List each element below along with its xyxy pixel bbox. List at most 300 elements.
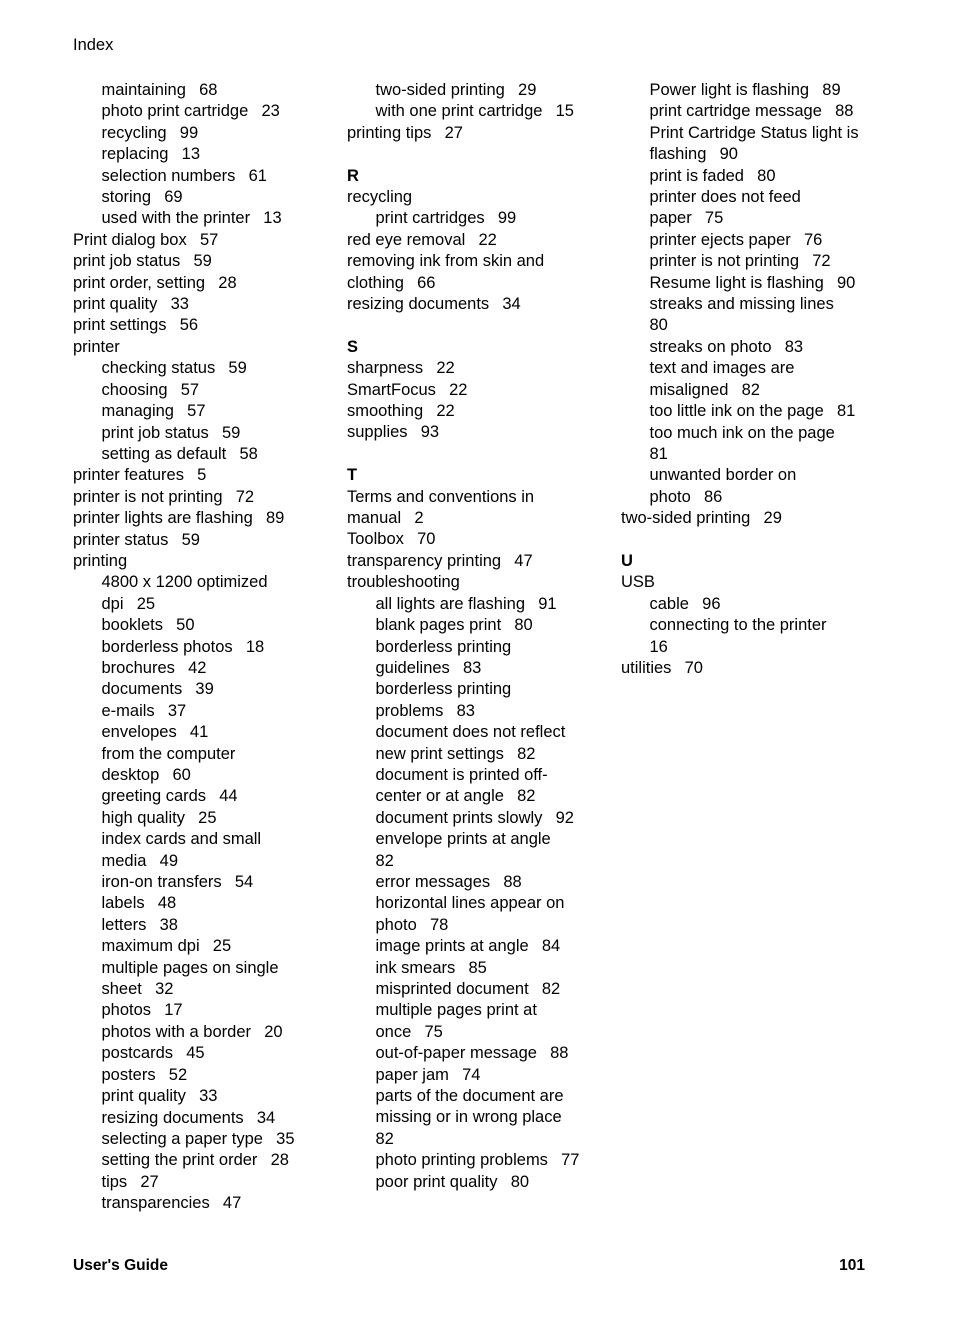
index-term: choosing <box>101 380 168 399</box>
index-term: streaks on photo <box>649 337 772 356</box>
index-term: recycling <box>347 188 413 207</box>
index-subentry <box>347 893 607 914</box>
index-page-ref: 68 <box>199 81 218 99</box>
index-term: document does not reflect <box>375 723 566 742</box>
index-subentry <box>73 1172 333 1193</box>
index-page-ref: 42 <box>188 658 207 677</box>
index-subentry <box>73 658 333 679</box>
index-subentry <box>347 765 607 786</box>
index-page-ref: 96 <box>702 594 721 613</box>
index-term: photo printing problems <box>375 1151 548 1170</box>
index-term: printer lights are flashing <box>73 509 253 528</box>
index-page-ref: 77 <box>561 1151 580 1170</box>
index-term: Toolbox <box>347 530 404 549</box>
index-term: unwanted border on <box>649 466 797 485</box>
index-page-ref: 29 <box>518 81 537 99</box>
index-page-ref: 91 <box>538 594 557 613</box>
index-page-ref: 89 <box>265 509 285 528</box>
index-subentry <box>621 230 881 251</box>
index-page-ref: 82 <box>741 380 760 399</box>
index-subentry <box>73 380 333 401</box>
index-page-ref: 22 <box>449 380 468 399</box>
index-page-ref: 18 <box>245 637 265 656</box>
index-subentry <box>347 80 607 101</box>
index-entry <box>73 251 333 272</box>
index-term: selection numbers <box>101 166 236 185</box>
index-term: parts of the document are <box>375 1087 564 1106</box>
index-subentry <box>73 958 333 979</box>
index-term: 80 <box>649 316 668 335</box>
index-page-ref: 85 <box>468 958 487 977</box>
index-subentry <box>347 1043 607 1064</box>
index-subentry <box>73 744 333 765</box>
index-page-ref: 25 <box>136 594 156 613</box>
index-term: ink smears <box>375 958 456 977</box>
index-page-ref: 92 <box>555 808 574 827</box>
index-subentry <box>73 1150 333 1171</box>
index-subentry <box>621 444 881 465</box>
index-subentry <box>347 829 607 850</box>
index-entry <box>73 508 333 529</box>
index-page-ref: 33 <box>170 295 189 314</box>
index-page-ref: 22 <box>436 402 455 421</box>
index-subentry <box>621 487 881 508</box>
index-term: photo <box>649 487 691 506</box>
index-term: replacing <box>101 145 169 164</box>
index-page-ref: 82 <box>517 744 536 763</box>
index-page-ref: 80 <box>510 1172 530 1191</box>
index-page-ref: 70 <box>684 658 703 677</box>
index-term: printer does not feed <box>649 188 801 207</box>
index-subentry <box>73 893 333 914</box>
index-term: printer status <box>73 530 169 549</box>
index-subentry <box>73 1193 333 1214</box>
index-entry <box>347 529 607 550</box>
index-column-2 <box>347 80 607 1193</box>
index-term: resizing documents <box>101 1108 244 1127</box>
index-subentry <box>73 444 333 465</box>
index-page-ref: 59 <box>181 530 200 549</box>
footer-title: User's Guide <box>73 1257 168 1274</box>
index-subentry <box>73 123 333 144</box>
index-term: print cartridge message <box>649 102 822 121</box>
index-page-ref: 75 <box>704 209 724 228</box>
index-term: printing tips <box>347 123 432 142</box>
index-term: photos with a border <box>101 1022 252 1041</box>
index-entry <box>73 315 333 336</box>
index-entry <box>73 465 333 486</box>
page-number: 101 <box>839 1257 865 1274</box>
index-page-ref: 2 <box>414 509 424 528</box>
index-page-ref: 5 <box>197 466 207 485</box>
index-term: postcards <box>101 1044 174 1063</box>
index-page-ref: 88 <box>503 872 522 891</box>
index-term: 81 <box>649 444 668 463</box>
index-term: printing <box>73 551 128 570</box>
index-entry <box>73 337 333 358</box>
index-term: greeting cards <box>101 787 207 806</box>
index-term: paper jam <box>375 1065 449 1084</box>
index-entry <box>73 294 333 315</box>
index-term: managing <box>101 402 174 421</box>
index-term: USB <box>621 573 655 592</box>
index-term: photo <box>375 915 417 934</box>
index-subentry <box>347 658 607 679</box>
index-subentry <box>73 722 333 743</box>
index-entry <box>73 273 333 294</box>
index-subentry <box>621 615 881 636</box>
index-entry <box>73 230 333 251</box>
index-entry <box>347 487 607 508</box>
index-term: printer is not printing <box>73 487 223 506</box>
index-term: index cards and small <box>101 830 262 849</box>
index-subentry <box>347 744 607 765</box>
index-page-ref: 57 <box>199 230 219 249</box>
index-page-ref: 99 <box>497 209 517 228</box>
index-subentry <box>621 187 881 208</box>
index-subentry <box>621 123 881 144</box>
index-page-ref: 57 <box>187 402 206 421</box>
index-term: checking status <box>101 359 216 378</box>
index-term: print settings <box>73 316 167 335</box>
index-term: iron-on transfers <box>101 873 222 892</box>
index-page-ref: 47 <box>514 551 533 570</box>
index-subentry <box>621 358 881 379</box>
index-subentry <box>73 144 333 165</box>
index-term: print job status <box>101 423 209 442</box>
index-subentry <box>73 80 333 101</box>
index-subentry <box>347 1065 607 1086</box>
index-page-ref: 86 <box>703 487 723 506</box>
index-page-ref: 34 <box>256 1108 276 1127</box>
index-term: booklets <box>101 616 163 635</box>
index-term: printer ejects paper <box>649 230 791 249</box>
index-subentry <box>73 786 333 807</box>
index-page-ref: 34 <box>502 295 521 314</box>
index-term: manual <box>347 509 402 528</box>
index-term: print order, setting <box>73 273 206 292</box>
index-term: paper <box>649 209 692 228</box>
index-term: two-sided printing <box>375 81 505 99</box>
index-page-ref: 59 <box>193 252 212 271</box>
index-subentry <box>73 423 333 444</box>
index-page-ref: 69 <box>164 188 183 207</box>
index-subentry <box>621 273 881 294</box>
index-page-ref: 72 <box>812 252 831 271</box>
index-subentry <box>73 1000 333 1021</box>
index-term: error messages <box>375 872 491 891</box>
index-term: 82 <box>375 851 394 870</box>
index-entry <box>347 508 607 529</box>
index-term: printer features <box>73 466 184 485</box>
index-section-letter: R <box>347 166 359 185</box>
index-page-ref: 47 <box>222 1194 242 1213</box>
index-subentry <box>347 679 607 700</box>
index-term: missing or in wrong place <box>375 1108 562 1127</box>
index-term: SmartFocus <box>347 380 436 399</box>
index-page-ref: 59 <box>228 359 247 378</box>
index-page-ref: 99 <box>179 123 199 142</box>
index-term: clothing <box>347 273 404 292</box>
index-term: print quality <box>101 1087 186 1106</box>
index-term: 16 <box>649 637 668 656</box>
index-subentry <box>347 851 607 872</box>
index-term: Terms and conventions in <box>347 487 535 506</box>
index-subentry <box>73 936 333 957</box>
index-term: center or at angle <box>375 787 504 806</box>
index-term: 4800 x 1200 optimized <box>101 573 268 592</box>
index-page-ref: 90 <box>719 145 738 164</box>
index-subentry <box>73 166 333 187</box>
index-term: print job status <box>73 252 181 271</box>
index-term: envelope prints at angle <box>375 830 551 849</box>
index-term: recycling <box>101 123 167 142</box>
index-subentry <box>73 208 333 229</box>
index-subentry <box>73 615 333 636</box>
index-subentry <box>347 594 607 615</box>
index-subentry <box>347 1000 607 1021</box>
index-term: all lights are flashing <box>375 594 525 613</box>
index-term: misaligned <box>649 380 729 399</box>
index-term: multiple pages on single <box>101 958 279 977</box>
index-term: supplies <box>347 423 408 442</box>
index-page-ref: 37 <box>167 701 187 720</box>
index-term: high quality <box>101 808 185 827</box>
index-subentry <box>347 722 607 743</box>
index-subentry <box>347 1150 607 1171</box>
index-page-ref: 39 <box>195 680 214 699</box>
index-term: dpi <box>101 594 124 613</box>
index-term: horizontal lines appear on <box>375 894 565 913</box>
index-subentry <box>73 808 333 829</box>
index-subentry <box>347 615 607 636</box>
index-page-ref: 70 <box>417 530 436 549</box>
index-term: poor print quality <box>375 1172 498 1191</box>
index-page-ref: 84 <box>541 937 561 956</box>
index-term: resizing documents <box>347 295 490 314</box>
index-term: guidelines <box>375 658 450 677</box>
index-term: new print settings <box>375 744 504 763</box>
index-subentry <box>621 166 881 187</box>
index-subentry <box>73 679 333 700</box>
index-entry <box>347 294 607 315</box>
index-term: once <box>375 1022 412 1041</box>
index-page-ref: 45 <box>186 1044 205 1063</box>
index-subentry <box>347 979 607 1000</box>
index-page-ref: 83 <box>456 701 475 720</box>
index-subentry <box>347 786 607 807</box>
index-subentry <box>73 187 333 208</box>
index-page-ref: 25 <box>212 937 232 956</box>
index-term: storing <box>101 188 152 207</box>
index-page-ref: 22 <box>436 359 455 378</box>
index-term: print quality <box>73 295 158 314</box>
index-subentry <box>621 144 881 165</box>
index-term: with one print cartridge <box>375 102 543 121</box>
index-entry <box>347 230 607 251</box>
index-page-ref: 89 <box>822 81 841 99</box>
index-term: setting the print order <box>101 1151 258 1170</box>
index-page-ref: 93 <box>420 423 440 442</box>
index-subentry <box>73 1129 333 1150</box>
index-subentry <box>347 101 607 122</box>
index-entry <box>347 572 607 593</box>
index-entry <box>621 572 881 593</box>
index-entry <box>621 658 881 679</box>
index-subentry <box>73 872 333 893</box>
index-page-ref: 13 <box>181 145 201 164</box>
index-term: misprinted document <box>375 980 529 999</box>
index-subentry <box>73 101 333 122</box>
index-page-ref: 90 <box>836 273 856 292</box>
index-entry <box>73 551 333 572</box>
index-subentry <box>73 701 333 722</box>
index-subentry <box>621 251 881 272</box>
index-entry <box>347 358 607 379</box>
index-term: document is printed off- <box>375 765 548 784</box>
index-subentry <box>347 1086 607 1107</box>
index-page-ref: 38 <box>159 915 178 934</box>
index-page-ref: 83 <box>463 658 482 677</box>
index-term: photo print cartridge <box>101 102 249 121</box>
index-term: 82 <box>375 1129 394 1148</box>
index-term: multiple pages print at <box>375 1001 537 1020</box>
index-page-ref: 25 <box>198 808 217 827</box>
index-subentry <box>347 1022 607 1043</box>
index-term: removing ink from skin and <box>347 252 545 271</box>
index-term: print cartridges <box>375 209 485 228</box>
running-header: Index <box>73 36 114 54</box>
index-page-ref: 59 <box>222 423 241 442</box>
index-subentry <box>621 594 881 615</box>
index-page-ref: 83 <box>784 337 804 356</box>
index-page-ref: 60 <box>172 766 191 784</box>
index-term: maximum dpi <box>101 937 200 956</box>
index-term: borderless printing <box>375 680 512 699</box>
index-page-ref: 48 <box>157 894 177 913</box>
index-page-ref: 57 <box>180 380 200 399</box>
index-page-ref: 49 <box>159 851 178 870</box>
index-term: smoothing <box>347 402 424 421</box>
index-page-ref: 80 <box>757 166 776 185</box>
index-subentry <box>73 851 333 872</box>
index-term: used with the printer <box>101 209 251 228</box>
index-entry <box>347 380 607 401</box>
index-page-ref: 82 <box>541 980 561 999</box>
index-entry <box>347 551 607 572</box>
index-page-ref: 81 <box>836 402 856 421</box>
index-term: two-sided printing <box>621 509 751 528</box>
index-page-ref: 28 <box>218 273 237 292</box>
index-subentry <box>73 572 333 593</box>
index-term: brochures <box>101 658 175 677</box>
index-subentry <box>73 594 333 615</box>
index-entry <box>621 508 881 529</box>
index-page-ref: 44 <box>219 787 238 806</box>
index-term: labels <box>101 894 145 913</box>
index-subentry <box>621 465 881 486</box>
index-entry <box>347 123 607 144</box>
index-page-ref: 28 <box>270 1151 289 1170</box>
index-page-ref: 23 <box>261 102 280 121</box>
index-subentry <box>73 915 333 936</box>
index-page-ref: 72 <box>235 487 255 506</box>
index-term: out-of-paper message <box>375 1044 537 1063</box>
index-subentry <box>621 208 881 229</box>
index-term: letters <box>101 915 147 934</box>
index-term: image prints at angle <box>375 937 529 956</box>
index-term: streaks and missing lines <box>649 295 834 314</box>
index-column-1 <box>73 80 333 1215</box>
index-subentry <box>347 701 607 722</box>
index-term: too little ink on the page <box>649 402 824 421</box>
index-term: connecting to the printer <box>649 616 827 635</box>
index-page-ref: 13 <box>263 209 282 228</box>
index-subentry <box>73 1065 333 1086</box>
index-entry <box>73 487 333 508</box>
index-page-ref: 76 <box>803 230 823 249</box>
index-subentry <box>73 1022 333 1043</box>
index-term: from the computer <box>101 744 236 763</box>
index-entry <box>347 273 607 294</box>
index-page-ref: 56 <box>179 316 199 335</box>
index-term: sharpness <box>347 359 424 378</box>
index-page-ref: 74 <box>462 1065 481 1084</box>
index-page-ref: 82 <box>517 787 536 806</box>
index-subentry <box>347 1172 607 1193</box>
index-entry <box>347 401 607 422</box>
index-subentry <box>621 423 881 444</box>
index-term: borderless printing <box>375 637 512 656</box>
index-term: troubleshooting <box>347 573 460 592</box>
index-subentry <box>347 208 607 229</box>
index-entry <box>347 422 607 443</box>
index-page-ref: 88 <box>835 102 854 121</box>
index-subentry <box>347 915 607 936</box>
index-entry <box>347 251 607 272</box>
index-term: transparency printing <box>347 551 502 570</box>
index-subentry <box>73 637 333 658</box>
index-term: Power light is flashing <box>649 81 810 99</box>
index-subentry <box>621 337 881 358</box>
index-subentry <box>73 1086 333 1107</box>
index-page-ref: 32 <box>155 980 174 999</box>
index-section-letter: U <box>621 551 633 570</box>
index-section-letter: S <box>347 337 359 356</box>
index-page-ref: 50 <box>176 616 195 635</box>
index-term: transparencies <box>101 1194 210 1213</box>
index-subentry <box>347 637 607 658</box>
index-term: flashing <box>649 145 707 164</box>
index-term: documents <box>101 680 183 699</box>
index-page-ref: 33 <box>199 1087 218 1106</box>
index-subentry <box>73 1043 333 1064</box>
index-term: red eye removal <box>347 230 466 249</box>
index-subentry <box>621 80 881 101</box>
index-term: cable <box>649 594 689 613</box>
index-subentry <box>621 380 881 401</box>
index-page-ref: 17 <box>164 1001 183 1020</box>
index-subentry <box>621 401 881 422</box>
index-term: borderless photos <box>101 637 233 656</box>
index-term: printer is not printing <box>649 252 799 271</box>
index-term: maintaining <box>101 81 186 99</box>
index-page-ref: 78 <box>429 915 449 934</box>
index-subentry <box>347 1107 607 1128</box>
index-subentry <box>73 979 333 1000</box>
index-page-ref: 22 <box>478 230 497 249</box>
index-subentry <box>621 637 881 658</box>
